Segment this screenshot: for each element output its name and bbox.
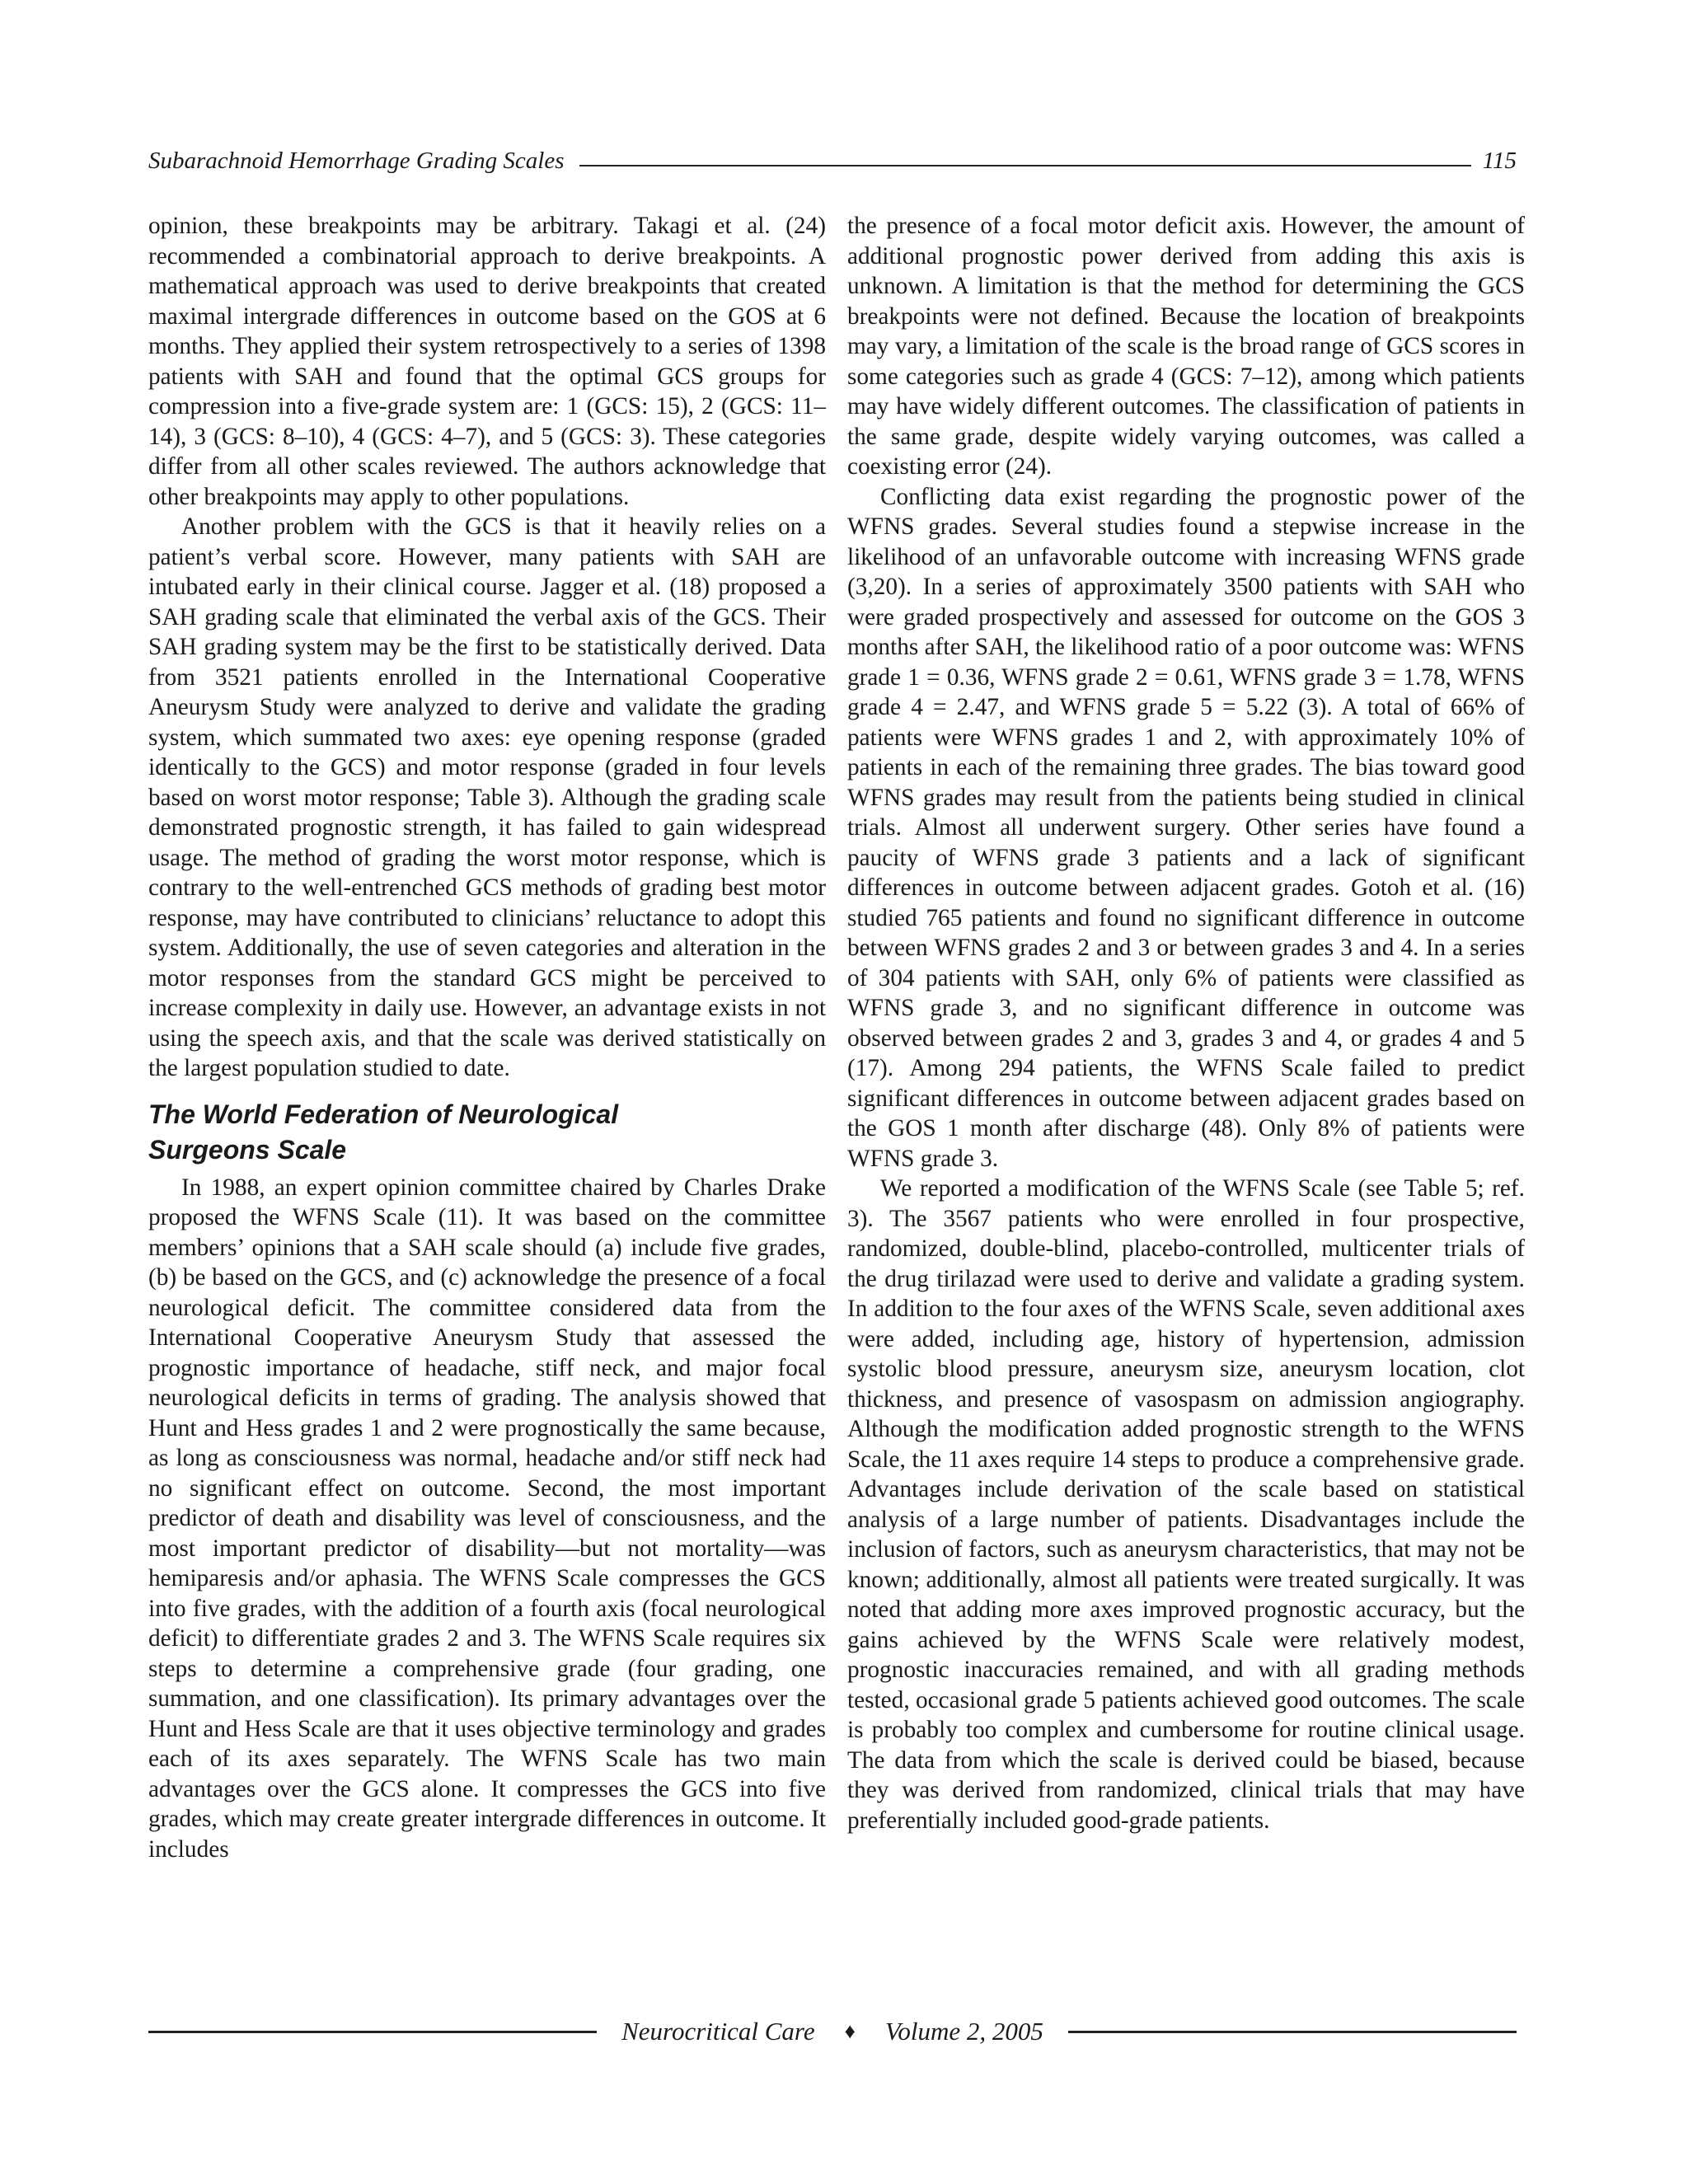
footer-volume: Volume 2, 2005 bbox=[884, 2017, 1043, 2046]
left-column bbox=[148, 211, 826, 1864]
header-rule bbox=[579, 165, 1471, 166]
footer-journal: Neurocritical Care bbox=[621, 2017, 815, 2046]
section-heading bbox=[148, 1097, 826, 1168]
section-heading-line: The World Federation of Neurological bbox=[148, 1099, 619, 1129]
footer-rule-right bbox=[1068, 2031, 1517, 2033]
running-title: Subarachnoid Hemorrhage Grading Scales bbox=[148, 148, 565, 174]
footer-rule-left bbox=[148, 2031, 597, 2033]
section-heading-line: Surgeons Scale bbox=[148, 1134, 347, 1165]
running-header bbox=[148, 138, 1517, 175]
page-footer bbox=[148, 2011, 1517, 2052]
page-number: 115 bbox=[1482, 148, 1517, 174]
body-paragraph: Conflicting data exist regarding the prognostic power of the WFNS grades. Several studies found a stepwise increase in the likelihood of an unfavorable outcome with increasing WFNS grade (3,20). In a series of approximately 3500 patients with SAH who were graded prospectively and assessed for outcome on the GOS 3 months after SAH, the likelihood ratio of a poor outcome was: WFNS grade 1 = 0.36, WFNS grade 2 = 0.61, WFNS grade 3 = 1.78, WFNS grade 4 = 2.47, and WFNS grade 5 = 5.22 (3). A total of 66% of patients were WFNS grades 1 and 2, with approximately 10% of patients in each of the remaining three grades. The bias toward good WFNS grades may result from the patients being studied in clinical trials. Almost all underwent surgery. Other series have found a paucity of WFNS grade 3 patients and a lack of significant differences in outcome between adjacent grades. Gotoh et al. (16) studied 765 patients and found no significant difference in outcome between WFNS grades 2 and 3 or between grades 3 and 4. In a series of 304 patients with SAH, only 6% of patients were classified as WFNS grade 3, and no significant difference in outcome was observed between grades 2 and 3, grades 3 and 4, or grades 4 and 5 (17). Among 294 patients, the WFNS Scale failed to predict significant differences in outcome between adjacent grades based on the GOS 1 month after discharge (48). Only 8% of patients were WFNS grade 3. bbox=[847, 483, 1525, 1172]
body-paragraph: In 1988, an expert opinion committee chaired by Charles Drake proposed the WFNS Scale (11). It was based on the committee members’ opinions that a SAH scale should (a) include five grades, (b) be based on the GCS, and (c) acknowledge the presence of a focal neurological deficit. The committee considered data from the International Cooperative Aneurysm Study that assessed the prognostic importance of headache, stiff neck, and major focal neurological deficits in terms of grading. The analysis showed that Hunt and Hess grades 1 and 2 were prognostically the same because, as long as consciousness was normal, headache and/or stiff neck had no significant effect on outcome. Second, the most important predictor of death and disability was level of consciousness, and the most important predictor of disability—but not mortality—was hemiparesis and/or aphasia. The WFNS Scale compresses the GCS into five grades, with the addition of a fourth axis (focal neurological deficit) to differentiate grades 2 and 3. The WFNS Scale requires six steps to determine a comprehensive grade (four grading, one summation, and one classification). Its primary advantages over the Hunt and Hess Scale are that it uses objective terminology and grades each of its axes separately. The WFNS Scale has two main advantages over the GCS alone. It compresses the GCS into five grades, which may create greater intergrade differences in outcome. It includes bbox=[148, 1174, 826, 1863]
right-column bbox=[847, 211, 1525, 1835]
body-paragraph: We reported a modification of the WFNS Scale (see Table 5; ref. 3). The 3567 patients who were enrolled in four prospective, randomized, double-blind, placebo-controlled, multicenter trials of the drug tirilazad were used to derive and validate a grading system. In addition to the four axes of the WFNS Scale, seven additional axes were added, including age, history of hypertension, admission systolic blood pressure, aneurysm size, aneurysm location, clot thickness, and presence of vasospasm on admission angiography. Although the modification added prognostic strength to the WFNS Scale, the 11 axes require 14 steps to produce a comprehensive grade. Advantages include derivation of the scale based on statistical analysis of a large number of patients. Disadvantages include the inclusion of factors, such as aneurysm characteristics, that may not be known; additionally, almost all patients were treated surgically. It was noted that adding more axes improved prognostic accuracy, but the gains achieved by the WFNS Scale were relatively modest, prognostic inaccuracies remained, and with all grading methods tested, occasional grade 5 patients achieved good outcomes. The scale is probably too complex and cumbersome for routine clinical usage. The data from which the scale is derived could be biased, because they was derived from randomized, clinical trials that may have preferentially included good-grade patients. bbox=[847, 1175, 1525, 1834]
body-paragraph: Another problem with the GCS is that it heavily relies on a patient’s verbal score. However, many patients with SAH are intubated early in their clinical course. Jagger et al. (18) proposed a SAH grading scale that eliminated the verbal axis of the GCS. Their SAH grading system may be the first to be statistically derived. Data from 3521 patients enrolled in the International Cooperative Aneurysm Study were analyzed to derive and validate the grading system, which summated two axes: eye opening response (graded identically to the GCS) and motor response (graded in four levels based on worst motor response; Table 3). Although the grading scale demonstrated prognostic strength, it has failed to gain widespread usage. The method of grading the worst motor response, which is contrary to the well-entrenched GCS methods of grading best motor response, may have contributed to clinicians’ reluctance to adopt this system. Additionally, the use of seven categories and alteration in the motor responses from the standard GCS might be perceived to increase complexity in daily use. However, an advantage exists in not using the speech axis, and that the scale was derived statistically on the largest population studied to date. bbox=[148, 513, 826, 1081]
body-paragraph: opinion, these breakpoints may be arbitrary. Takagi et al. (24) recommended a combinatorial approach to derive breakpoints. A mathematical approach was used to derive breakpoints that created maximal intergrade differences in outcome based on the GOS at 6 months. They applied their system retrospectively to a series of 1398 patients with SAH and found that the optimal GCS groups for compression into a five-grade system are: 1 (GCS: 15), 2 (GCS: 11–14), 3 (GCS: 8–10), 4 (GCS: 4–7), and 5 (GCS: 3). These categories differ from all other scales reviewed. The authors acknowledge that other breakpoints may apply to other populations. bbox=[148, 213, 826, 510]
body-paragraph: the presence of a focal motor deficit axis. However, the amount of additional prognostic power derived from adding this axis is unknown. A limitation is that the method for determining the GCS breakpoints were not defined. Because the location of breakpoints may vary, a limitation of the scale is the broad range of GCS scores in some categories such as grade 4 (GCS: 7–12), among which patients may have widely different outcomes. The classification of patients in the same grade, despite widely varying outcomes, was called a coexisting error (24). bbox=[847, 213, 1525, 480]
diamond-icon: ♦ bbox=[844, 2019, 856, 2043]
